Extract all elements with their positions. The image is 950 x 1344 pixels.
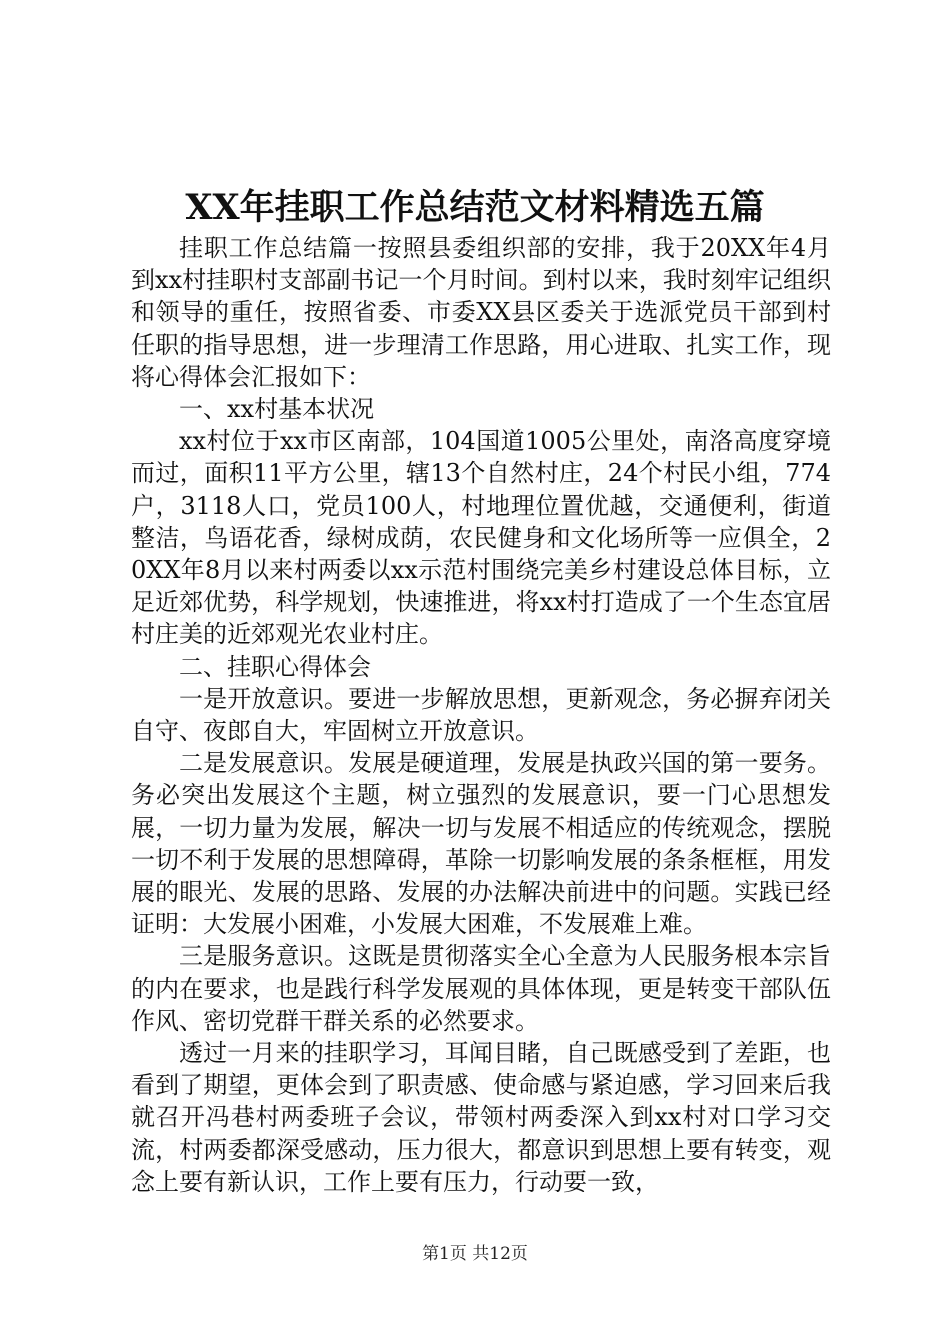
document-title: XX年挂职工作总结范文材料精选五篇 <box>185 187 765 228</box>
document-body <box>131 232 831 1198</box>
page-number-footer: 第1页 共12页 <box>422 1244 528 1264</box>
paragraph-intro: 挂职工作总结篇一按照县委组织部的安排，我于20XX年4月到xx村挂职村支部副书记一个月时间。到村以来，我时刻牢记组织和领导的重任，按照省委、市委XX县区委关于选派党员干部到村任职的指导思想，进一步理清工作思路，用心进取、扎实工作，现将心得体会汇报如下： <box>131 234 831 391</box>
heading-village-status: 一、xx村基本状况 <box>179 395 375 424</box>
paragraph-reflection: 透过一月来的挂职学习，耳闻目睹，自己既感受到了差距，也看到了期望，更体会到了职责感、使命感与紧迫感，学习回来后我就召开冯巷村两委班子会议，带领村两委深入到xx村对口学习交流，村两委都深受感动，压力很大，都意识到思想上要有转变，观念上要有新认识，工作上要有压力，行动要一致， <box>131 1039 831 1196</box>
paragraph-service: 三是服务意识。这既是贯彻落实全心全意为人民服务根本宗旨的内在要求，也是践行科学发展观的具体体现，更是转变干部队伍作风、密切党群干群关系的必然要求。 <box>131 942 831 1035</box>
paragraph-village-status: xx村位于xx市区南部，104国道1005公里处，南洛高度穿境而过，面积11平方公里，辖13个自然村庄，24个村民小组，774户，3118人口，党员100人，村地理位置优越，交通便利，街道整洁，鸟语花香，绿树成荫，农民健身和文化场所等一应俱全，20XX年8月以来村两委以xx示范村围绕完美乡村建设总体目标，立足近郊优势，科学规划，快速推进，将xx村打造成了一个生态宜居村庄美的近郊观光农业村庄。 <box>131 427 831 649</box>
paragraph-openness: 一是开放意识。要进一步解放思想，更新观念，务必摒弃闭关自守、夜郎自大，牢固树立开放意识。 <box>131 684 831 746</box>
heading-experience: 二、挂职心得体会 <box>179 652 371 681</box>
paragraph-development: 二是发展意识。发展是硬道理，发展是执政兴国的第一要务。务必突出发展这个主题，树立强烈的发展意识，要一门心思想发展，一切力量为发展，解决一切与发展不相适应的传统观念，摆脱一切不利于发展的思想障碍，革除一切影响发展的条条框框，用发展的眼光、发展的思路、发展的办法解决前进中的问题。实践已经证明：大发展小困难，小发展大困难，不发展难上难。 <box>131 749 831 939</box>
